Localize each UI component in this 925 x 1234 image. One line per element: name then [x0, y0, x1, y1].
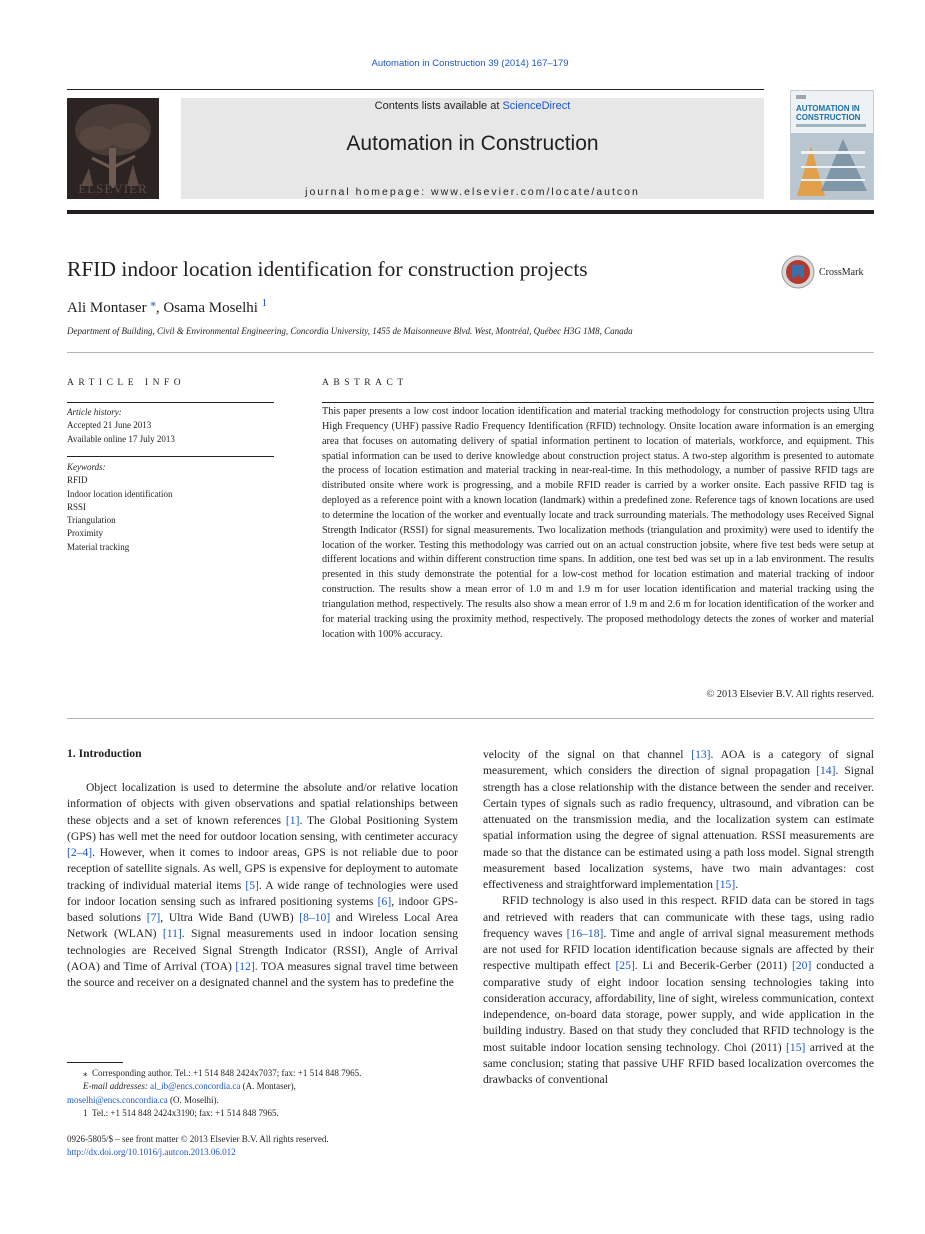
body-text: . Signal measurements used in indoor location sensing technologies are Received Signal Strength Indicator (RSSI), Angle of Arrival (AOA) and Time of Arrival (TOA) [67, 927, 458, 973]
cover-image [791, 91, 874, 200]
journal-reference-link[interactable]: Automation in Construction 39 (2014) 167–179 [371, 58, 569, 69]
available-date: Available online 17 July 2013 [67, 433, 175, 444]
section-divider [67, 352, 874, 353]
section-divider [67, 718, 874, 719]
body-text: arrived at the same conclusion; stating that passive UHF RFID based localization overcomes the drawbacks of conventional [483, 1040, 874, 1086]
issn-line: 0926-5805/$ – see front matter © 2013 Elsevier B.V. All rights reserved. [67, 1134, 329, 1144]
body-text: velocity of the signal on that channel [483, 748, 692, 761]
email-line [67, 1094, 458, 1107]
citation-link[interactable]: [11] [162, 927, 182, 941]
body-text: . A wide range of technologies were used for indoor location sensing such as infrared positioning systems [67, 878, 458, 908]
body-text: . Time and angle of arrival signal measurement methods are not used for RFID location identification because signals are affected by their respective multipath effect [483, 926, 874, 973]
body-text: , indoor GPS-based solutions [67, 894, 458, 924]
body-text: . However, when it comes to indoor areas, GPS is not reliable due to poor reception of satellite signals. As well, GPS is expensive for deployment to automate tracking of individual material items [67, 846, 458, 892]
body-text: . TOA measures signal travel time between the source and receiver on a designated channel and the system has to predefine the [67, 959, 458, 989]
keyword: Proximity [67, 528, 104, 539]
sciencedirect-link[interactable]: ScienceDirect [502, 100, 571, 112]
footnote-mark: ⁎ [83, 1068, 88, 1078]
author-separator: , [155, 300, 164, 316]
keyword: RSSI [67, 501, 87, 512]
body-column-right [483, 747, 874, 1088]
body-text: . [735, 878, 739, 891]
email-link[interactable]: al_ib@encs.concordia.ca [150, 1081, 241, 1092]
keyword: Material tracking [67, 541, 130, 552]
front-matter-notice [67, 1133, 329, 1160]
email-line [67, 1080, 458, 1093]
journal-title: Automation in Construction [346, 132, 599, 155]
footnote [67, 1107, 458, 1120]
journal-cover-thumbnail [790, 90, 874, 200]
keyword: Indoor location identification [67, 488, 173, 499]
article-info-heading: ARTICLE INFO [67, 378, 186, 388]
citation-link[interactable]: [7] [146, 911, 161, 924]
journal-masthead [181, 98, 764, 199]
elsevier-logo [67, 98, 159, 199]
cover-title: AUTOMATION IN CONSTRUCTION [796, 104, 861, 122]
publisher-logo-text: ELSEVIER [78, 181, 148, 196]
footnotes [67, 1067, 458, 1121]
contents-line [181, 100, 764, 112]
abstract-heading: ABSTRACT [322, 378, 408, 388]
body-text: Object localization is used to determine the absolute and/or relative location information of objects with given observations and spatial relationships between these objects and a set of known references [67, 781, 458, 827]
footnote-text: Corresponding author. Tel.: +1 514 848 2424x7037; fax: +1 514 848 7965. [92, 1068, 362, 1078]
body-column-left [67, 780, 458, 991]
keywords-rule [67, 456, 274, 457]
body-text: . Li and Becerik-Gerber (2011) [634, 959, 792, 973]
journal-homepage[interactable]: journal homepage: www.elsevier.com/locate/autcon [305, 186, 640, 198]
author-affiliation: Department of Building, Civil & Environmental Engineering, Concordia University, 1455 de Maisonneuve Blvd. West, Montréal, Québec H3G 1M8, Canada [67, 326, 633, 336]
email-label: E-mail addresses: [83, 1081, 148, 1092]
crossmark-icon [781, 255, 815, 289]
email-link[interactable]: moselhi@encs.concordia.ca [67, 1094, 168, 1105]
contents-prefix: Contents lists available at [374, 100, 503, 112]
paragraph [483, 893, 874, 1088]
citation-link[interactable]: [8–10] [299, 911, 331, 924]
citation-link[interactable]: [16–18] [566, 926, 604, 940]
footnote-mark: 1 [83, 1108, 88, 1119]
email-owner: (O. Moselhi). [170, 1094, 219, 1105]
body-text: . The Global Positioning System (GPS) has well met the need for outdoor location sensing, with centimeter accuracy [67, 813, 458, 843]
citation-link[interactable]: [25] [615, 959, 635, 973]
footnote-text: Tel.: +1 514 848 2424x3190; fax: +1 514 848 7965. [92, 1108, 279, 1119]
citation-link[interactable]: [1] [285, 813, 300, 827]
paragraph [483, 747, 874, 893]
citation-link[interactable]: [14] [816, 764, 836, 778]
citation-link[interactable]: [15] [786, 1040, 806, 1054]
citation-link[interactable]: [2–4] [67, 846, 93, 859]
header-thick-rule [67, 210, 874, 214]
article-history [67, 406, 175, 446]
citation-link[interactable]: [12] [235, 959, 255, 973]
body-text: and Wireless Local Area Network (WLAN) [67, 911, 459, 941]
crossmark-label: CrossMark [819, 267, 864, 278]
citation-link[interactable]: [13] [691, 748, 711, 761]
article-title: RFID indoor location identification for construction projects [67, 257, 588, 281]
doi-link[interactable]: http://dx.doi.org/10.1016/j.autcon.2013.06.012 [67, 1147, 236, 1158]
body-text: . AOA is a category of signal measurement, which considers the direction of signal propagation [483, 748, 874, 778]
section-heading: 1. Introduction [67, 747, 142, 760]
citation-link[interactable]: [6] [377, 894, 392, 908]
author-name: Ali Montaser [67, 300, 147, 316]
email-owner: (A. Montaser), [242, 1081, 296, 1092]
keyword: RFID [67, 475, 88, 486]
keyword: Triangulation [67, 515, 116, 526]
citation-link[interactable]: [5] [245, 878, 259, 892]
citation-link[interactable]: [20] [791, 959, 812, 973]
article-info-rule [67, 402, 274, 403]
footnote [67, 1067, 458, 1080]
footnote-rule [67, 1062, 123, 1063]
body-text: . Signal strength has a close relationship with the distance between the sender and receiver. Certain types of signals such as radio frequency, ultrasound, and vibration can be attenuated on the transmission media, and the localization system can estimate spatial information using the degree of signal attenuation. RSSI measurements are made so that the distance can be estimated using a path loss model. Signal strength measurement based localization systems, have two main advantages: cost effectiveness and straightforward implementation [483, 764, 874, 891]
author-list [67, 296, 267, 317]
keyword-list [67, 461, 172, 554]
author-name: Osama Moselhi [163, 300, 258, 316]
corresponding-author-mark[interactable]: ⁎ [150, 297, 156, 309]
abstract-text: This paper presents a low cost indoor location identification and material tracking methodology for construction projects using Ultra High Frequency (UHF) passive Radio Frequency Identification (RFID) technology. Onsite location aware information is an emerging area that focuses on automating delivery of spatial information pertinent to location of materials, workforce, and equipment. This spatial information can be used to derive knowledge about construction project status. A two-step algorithm is presented to automate the process of location estimation and material tracking in near-real-time. In this methodology, a number of passive RFID tags are distributed onsite where work is progressing, and a mobile RFID reader is carried by a worker onsite. Each passive RFID tag is deployed as a reference point with a known location (landmark) within a predefined zone. Reference tags of known locations are used to determine the location of the worker and eventually locate and track surrounding materials. The methodology uses Received Signal Strength Indicator (RSSI) for signal measurements. Two localization methods (triangulation and proximity) were used to identify the location of the worker. Testing this methodology was carried out on an actual construction jobsite, where five test beds were setup at different locations and within different construction time spans. In addition, one test bed was set up in a lab environment. The results presented in this study demonstrate the potential for a low-cost method for location estimation and material tracking of indoor construction. The results show a mean error of 1.0 m and 1.9 m for user location identification and material tracking using the triangulation method, respectively. The results also show a mean error of 1.9 m and 2.6 m for location identification of the worker and for material tracking using the proximity method, respectively. The proposed methodology detects the zones of worker and material location with 100% accuracy. [322, 406, 874, 640]
citation-link[interactable]: [15] [715, 878, 736, 891]
author-footnote-mark[interactable]: 1 [261, 297, 268, 309]
copyright-notice: © 2013 Elsevier B.V. All rights reserved. [706, 689, 874, 700]
body-text: RFID technology is also used in this respect. RFID data can be stored in tags and retrieved with readers that can communicate with these tags, using radio frequency waves [483, 894, 874, 940]
accepted-date: Accepted 21 June 2013 [67, 420, 152, 431]
abstract-rule [322, 402, 874, 403]
crossmark-badge[interactable] [781, 255, 873, 289]
history-label: Article history: [67, 407, 122, 417]
keywords-label: Keywords: [67, 462, 106, 472]
header-rule [67, 89, 764, 90]
body-text: conducted a comparative study of eight indoor location sensing technologies taking into consideration accuracy, affordability, line of sight, wireless communication, context independence, on-board data storage, power supply, and wide application in the building industry. Based on that study they concluded that RFID technology is the most suitable indoor location sensing technology. Choi (2011) [483, 959, 874, 1054]
body-text: , Ultra Wide Band (UWB) [160, 911, 300, 924]
